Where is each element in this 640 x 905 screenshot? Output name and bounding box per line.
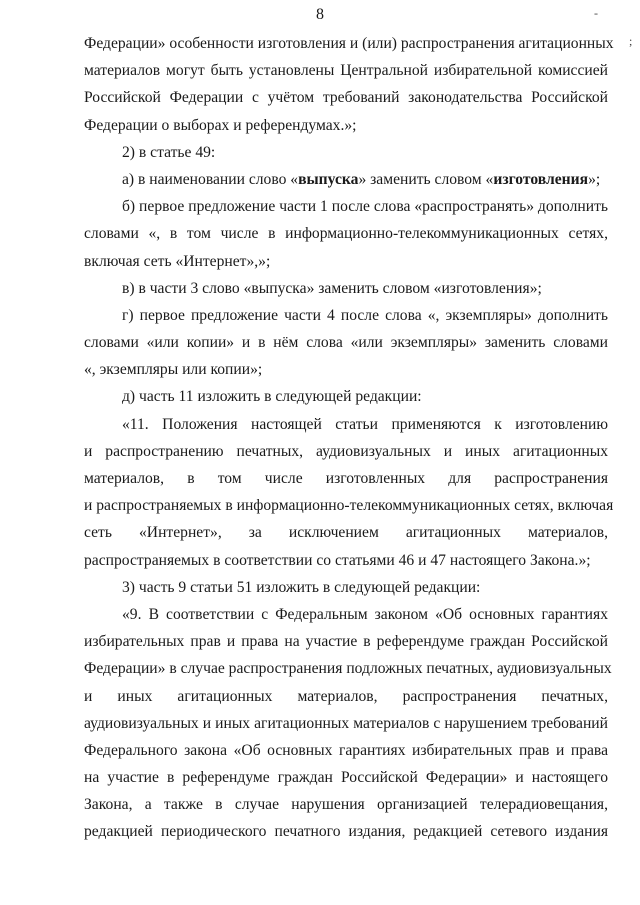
scan-speck: - [594, 6, 598, 20]
text-line [84, 438, 608, 465]
text-line [84, 275, 608, 302]
text-line [84, 112, 608, 139]
text-line [84, 30, 614, 57]
text-line [84, 818, 608, 845]
text-segment: словами «, в том числе в информационно-телекоммуникационных сетях, [84, 225, 608, 243]
text-line [84, 519, 608, 546]
text-segment: Закона, а также в случае нарушения организацией телерадиовещания, [84, 796, 608, 814]
text-segment: б) первое предложение части 1 после слова «распространять» дополнить [122, 198, 608, 216]
text-segment: аудиовизуальных и иных агитационных материалов с нарушением требований [84, 714, 608, 732]
text-segment: Федерации» особенности изготовления и (или) распространения агитационных [84, 35, 614, 52]
scan-speck: ; [629, 34, 633, 48]
text-line [84, 220, 608, 247]
bold-term: выпуска [298, 170, 359, 188]
text-segment: включая сеть «Интернет»,»; [84, 252, 271, 270]
text-segment: на участие в референдуме граждан Российской Федерации» и настоящего [84, 769, 608, 787]
text-line [84, 166, 608, 193]
page-number: 8 [316, 6, 324, 23]
text-segment: сеть «Интернет», за исключением агитационных материалов, [84, 524, 608, 542]
text-line [84, 57, 608, 84]
text-segment: »; [588, 170, 601, 188]
text-segment: материалов могут быть установлены Центральной избирательной комиссией [84, 62, 608, 80]
text-line [84, 465, 608, 492]
text-segment: «9. В соответствии с Федеральным законом «Об основных гарантиях [122, 605, 608, 623]
text-line [84, 628, 608, 655]
text-line [84, 411, 608, 438]
text-segment: в) в части 3 слово «выпуска» заменить словом «изготовления»; [122, 279, 542, 297]
bold-term: изготовления [493, 170, 589, 188]
text-segment: Российской Федерации с учётом требований законодательства Российской [84, 89, 608, 107]
text-segment: Федерации» в случае распространения подложных печатных, аудиовизуальных [84, 660, 612, 678]
text-line [84, 248, 608, 275]
text-segment: редакцией периодического печатного издания, редакцией сетевого издания [84, 823, 608, 841]
text-line [84, 601, 608, 628]
text-segment: «, экземпляры или копии»; [84, 361, 263, 379]
text-segment: 3) часть 9 статьи 51 изложить в следующей редакции: [122, 578, 481, 596]
text-line [84, 383, 608, 410]
text-line [84, 547, 608, 574]
text-segment: избирательных прав и права на участие в референдуме граждан Российской [84, 633, 608, 651]
text-segment: » заменить словом « [358, 170, 494, 188]
text-segment: д) часть 11 изложить в следующей редакции: [122, 388, 422, 406]
text-line [84, 737, 608, 764]
text-line [84, 302, 608, 329]
text-line [84, 84, 608, 111]
text-line [84, 193, 608, 220]
document-body [84, 30, 614, 846]
text-segment: Федерального закона «Об основных гарантиях избирательных прав и права [84, 741, 608, 759]
text-segment: и иных агитационных материалов, распространения печатных, [84, 687, 608, 705]
text-segment: а) в наименовании слово « [122, 170, 299, 188]
text-line [84, 791, 608, 818]
text-line [84, 710, 608, 737]
text-line [84, 139, 608, 166]
text-line [84, 655, 612, 682]
text-segment: распространяемых в соответствии со статьями 46 и 47 настоящего Закона.»; [84, 551, 591, 569]
text-line [84, 574, 608, 601]
text-segment: и распространяемых в информационно-телекоммуникационных сетях, включая [84, 497, 614, 515]
text-segment: «11. Положения настоящей статьи применяются к изготовлению [122, 415, 608, 433]
text-line [84, 764, 608, 791]
text-line [84, 492, 614, 519]
text-line [84, 683, 608, 710]
text-line [84, 356, 608, 383]
text-segment: Федерации о выборах и референдумах.»; [84, 116, 357, 134]
text-segment: и распространению печатных, аудиовизуальных и иных агитационных [84, 442, 608, 460]
text-segment: материалов, в том числе изготовленных для распространения [84, 470, 608, 487]
text-segment: 2) в статье 49: [122, 143, 216, 161]
text-line [84, 329, 608, 356]
text-segment: г) первое предложение части 4 после слова «, экземпляры» дополнить [122, 306, 608, 324]
text-segment: словами «или копии» и в нём слова «или экземпляры» заменить словами [84, 334, 608, 352]
